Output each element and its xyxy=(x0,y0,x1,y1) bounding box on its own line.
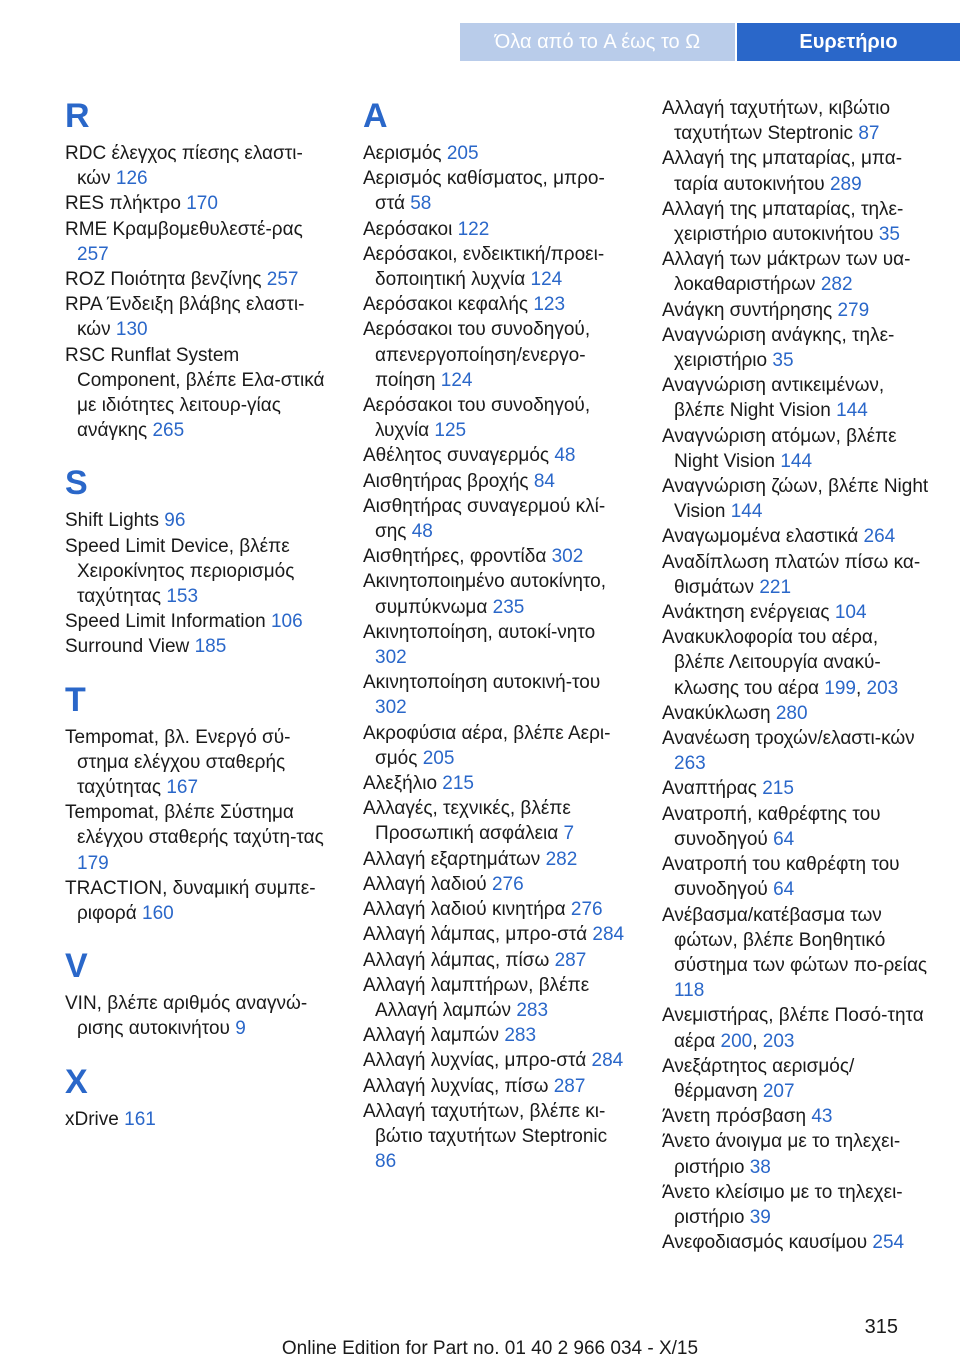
page-number: 315 xyxy=(864,1316,898,1338)
index-entry xyxy=(65,267,333,292)
page-link[interactable]: 104 xyxy=(834,602,867,624)
page-link[interactable]: 289 xyxy=(829,173,862,195)
index-entry-term: Αναγνώριση ατόμων, βλέπε Night Vision xyxy=(662,425,897,472)
index-entry xyxy=(662,1180,930,1230)
index-entry-term: Αναγνώριση ζώων, βλέπε Night Vision xyxy=(662,476,929,523)
page-link[interactable]: 122 xyxy=(457,218,490,240)
index-entry xyxy=(662,197,930,247)
index-tab[interactable]: Ευρετήριο xyxy=(737,23,960,61)
index-entry xyxy=(662,726,930,776)
index-entry xyxy=(363,393,631,443)
index-entry-term: Ανανέωση τροχών/ελαστι‐κών xyxy=(662,728,915,750)
page-link[interactable]: 203 xyxy=(762,1030,795,1052)
page-link[interactable]: 48 xyxy=(411,521,433,543)
index-entry-term: Ανακύκλωση xyxy=(662,702,771,724)
page-link[interactable]: 58 xyxy=(410,193,432,215)
index-entry xyxy=(65,991,333,1041)
page-link[interactable]: 39 xyxy=(749,1206,771,1228)
page-link[interactable]: 282 xyxy=(820,274,853,296)
index-entry-term: ROZ Ποιότητα βενζίνης xyxy=(65,269,262,291)
page-link[interactable]: 215 xyxy=(762,778,794,800)
index-entry xyxy=(662,625,930,701)
page-link[interactable]: 276 xyxy=(570,899,603,921)
index-entry-term: Αισθητήρας συναγερμού κλί‐σης xyxy=(363,495,606,543)
page-link[interactable]: 287 xyxy=(554,949,587,971)
index-entry xyxy=(662,146,930,196)
index-entry-term: Tempomat, βλέπε Σύστημα ελέγχου σταθερής ταχύτη‐τας xyxy=(65,802,324,849)
page-link[interactable]: 106 xyxy=(270,611,303,633)
index-entry-term: RES πλήκτρο xyxy=(65,193,181,215)
index-entry-term: Αλλαγή της μπαταρίας, τηλε‐χειριστήριο αυτοκινήτου xyxy=(662,198,904,246)
index-entry xyxy=(363,166,631,216)
index-entry xyxy=(65,609,333,634)
index-entry-list xyxy=(363,141,631,1174)
index-entry-term: Αερόσακοι xyxy=(363,218,453,240)
index-entry-term: Αλλαγή λυχνίας, μπρο‐στά xyxy=(363,1050,587,1072)
index-entry xyxy=(363,1023,631,1048)
page-header xyxy=(0,23,960,61)
page-link[interactable]: 283 xyxy=(516,999,549,1021)
index-entry-term: Άνετο άνοιγμα με το τηλεχει‐ριστήριο xyxy=(662,1131,901,1178)
page-link[interactable]: 179 xyxy=(77,852,109,874)
index-entry xyxy=(662,776,930,801)
index-entry-term: Αλλαγή της μπαταρίας, μπα‐ταρία αυτοκινήτου xyxy=(662,148,903,195)
index-entry xyxy=(363,544,631,569)
index-entry-term: VIN, βλέπε αριθμός αναγνώ‐ρισης αυτοκινήτου xyxy=(65,993,308,1040)
page-link[interactable]: 280 xyxy=(775,702,808,724)
index-entry-list xyxy=(65,725,333,927)
index-entry-term: Ακινητοποίηση αυτοκινή‐του xyxy=(363,672,601,694)
index-entry xyxy=(662,701,930,726)
index-entry xyxy=(662,247,930,297)
index-entry-term: Speed Limit Device, βλέπε Χειροκίνητος περιορισμός ταχύτητας xyxy=(65,535,295,608)
index-entry-term: Αλλαγές, τεχνικές, βλέπε Προσωπική ασφάλεια xyxy=(363,798,571,845)
index-entry xyxy=(662,1003,930,1053)
index-column-2 xyxy=(363,96,631,1174)
index-entry xyxy=(662,1054,930,1104)
page-link[interactable]: 38 xyxy=(749,1156,771,1178)
index-entry xyxy=(363,217,631,242)
page-link[interactable]: 276 xyxy=(491,873,524,895)
index-entry-term: Αλλαγή λάμπας, μπρο‐στά xyxy=(363,924,588,946)
page-link[interactable]: 263 xyxy=(674,753,706,775)
index-entry-term: Αναγωμομένα ελαστικά xyxy=(662,526,859,548)
index-entry xyxy=(662,1104,930,1129)
page-link[interactable]: 64 xyxy=(773,828,795,850)
index-letter-heading: T xyxy=(65,680,86,719)
index-entry xyxy=(363,569,631,619)
page-link[interactable]: 199 xyxy=(824,677,856,699)
index-entry-term: Άνετο κλείσιμο με το τηλεχει‐ριστήριο xyxy=(662,1181,903,1228)
index-entry xyxy=(363,242,631,292)
page-link[interactable]: 84 xyxy=(533,470,555,492)
index-entry-list xyxy=(65,141,333,443)
index-entry-term: Ακροφύσια αέρα, βλέπε Αερι‐σμός xyxy=(363,722,611,769)
page-link[interactable]: 35 xyxy=(772,350,794,372)
index-entry-term: RDC έλεγχος πίεσης ελαστι‐κών xyxy=(65,143,303,190)
index-entry-term: RME Κραμβομεθυλεστέ‐ρας xyxy=(65,218,303,240)
index-entry xyxy=(363,771,631,796)
index-entry xyxy=(65,1107,333,1132)
page-link[interactable]: 7 xyxy=(563,823,575,845)
index-entry xyxy=(65,141,333,191)
index-entry xyxy=(363,317,631,393)
page-link[interactable]: 48 xyxy=(554,445,576,467)
page-link[interactable]: 279 xyxy=(837,299,870,321)
index-entry xyxy=(65,292,333,342)
page-link[interactable]: 287 xyxy=(553,1075,586,1097)
page-link[interactable]: 144 xyxy=(780,450,813,472)
page-link[interactable]: 284 xyxy=(592,924,625,946)
index-entry xyxy=(662,474,930,524)
index-entry-term: Αναδίπλωση πλατών πίσω κα‐θισμάτων xyxy=(662,551,921,598)
index-entry-list xyxy=(65,991,333,1041)
page-link[interactable]: 265 xyxy=(152,420,185,442)
page-link[interactable]: 118 xyxy=(674,980,705,1002)
page-link[interactable]: 160 xyxy=(142,903,174,925)
page-link[interactable]: 123 xyxy=(533,294,566,316)
index-entry xyxy=(662,298,930,323)
page-separator: , xyxy=(752,1030,758,1052)
index-entry xyxy=(363,1048,631,1073)
index-entry-term: xDrive xyxy=(65,1108,119,1130)
index-entry-term: Αλλαγή λαδιού xyxy=(363,873,487,895)
page-link[interactable]: 43 xyxy=(811,1106,833,1128)
page-link[interactable]: 221 xyxy=(759,576,792,598)
index-entry-term: Αναγνώριση αντικειμένων, βλέπε Night Vision xyxy=(662,375,885,422)
index-entry xyxy=(363,1099,631,1175)
index-entry-term: Αθέλητος συναγερμός xyxy=(363,445,550,467)
index-entry xyxy=(363,494,631,544)
index-column-1 xyxy=(65,96,333,1132)
page-link[interactable]: 161 xyxy=(124,1108,156,1130)
section-title: Όλα από το A έως το Ω xyxy=(460,23,735,61)
index-entry xyxy=(662,802,930,852)
index-entry xyxy=(65,634,333,659)
index-entry-term: Ανάκτηση ενέργειας xyxy=(662,602,830,624)
index-entry-term: Άνετη πρόσβαση xyxy=(662,1106,807,1128)
page-link[interactable]: 257 xyxy=(77,243,109,265)
index-entry-term: TRACTION, δυναμική συμπε‐ριφορά xyxy=(65,877,316,925)
index-entry xyxy=(662,1129,930,1179)
index-letter-heading: X xyxy=(65,1062,88,1101)
index-entry xyxy=(363,620,631,670)
page-link[interactable]: 153 xyxy=(166,586,199,608)
index-entry xyxy=(363,897,631,922)
index-entry xyxy=(363,141,631,166)
index-entry xyxy=(363,973,631,1023)
index-entry xyxy=(363,847,631,872)
index-entry xyxy=(363,469,631,494)
index-entry-term: Ανατροπή του καθρέφτη του συνοδηγού xyxy=(662,854,900,901)
page-link[interactable]: 144 xyxy=(730,501,763,523)
index-entry-term: RPA Ένδειξη βλάβης ελαστι‐κών xyxy=(65,294,305,341)
index-entry xyxy=(363,1074,631,1099)
page-link[interactable]: 167 xyxy=(166,777,199,799)
index-entry xyxy=(363,948,631,973)
index-entry-term: Ανακυκλοφορία του αέρα, βλέπε Λειτουργία ανακύ‐κλωσης του αέρα xyxy=(662,627,881,699)
page-link[interactable]: 124 xyxy=(440,369,473,391)
index-entry xyxy=(65,725,333,801)
page-link[interactable]: 215 xyxy=(442,773,474,795)
index-entry xyxy=(662,424,930,474)
index-entry-term: Αλλαγή λαδιού κινητήρα xyxy=(363,899,566,921)
index-entry xyxy=(363,292,631,317)
index-entry-term: Αλλαγή εξαρτημάτων xyxy=(363,848,541,870)
page-link[interactable]: 9 xyxy=(235,1018,246,1040)
index-entry-term: Αλλαγή ταχυτήτων, βλέπε κι‐βώτιο ταχυτήτων Steptronic xyxy=(363,1100,608,1147)
index-entry xyxy=(662,96,930,146)
page-link[interactable]: 205 xyxy=(446,143,479,164)
index-entry xyxy=(65,876,333,926)
index-entry xyxy=(363,922,631,947)
index-entry-term: Αλλαγή λαμπών xyxy=(363,1025,500,1047)
index-entry-term: Αερόσακοι, ενδεικτική/προει‐δοποιητική λυχνία xyxy=(363,243,605,291)
page-link[interactable]: 185 xyxy=(194,636,227,658)
index-entry-term: Surround View xyxy=(65,636,190,658)
page-link[interactable]: 283 xyxy=(504,1025,537,1047)
index-entry-term: Αλλαγή των μάκτρων των υα‐λοκαθαριστήρων xyxy=(662,249,911,296)
index-entry-term: Αερισμός xyxy=(363,143,442,164)
index-entry xyxy=(662,903,930,1004)
page-link[interactable]: 126 xyxy=(115,168,148,190)
index-entry xyxy=(65,800,333,876)
page-link[interactable]: 144 xyxy=(836,400,868,422)
page-link[interactable]: 264 xyxy=(863,526,896,548)
index-letter-heading: R xyxy=(65,97,90,135)
page-link[interactable]: 254 xyxy=(872,1232,905,1254)
index-entry-term: Ανάγκη συντήρησης xyxy=(662,299,833,321)
page-link[interactable]: 302 xyxy=(375,647,407,669)
index-entry-term: Ανατροπή, καθρέφτης του συνοδηγού xyxy=(662,803,881,850)
index-entry-term: Αερισμός καθίσματος, μπρο‐στά xyxy=(363,168,605,215)
index-entry-term: Speed Limit Information xyxy=(65,611,266,633)
index-entry xyxy=(363,721,631,771)
index-entry-list xyxy=(65,1107,333,1132)
page-link[interactable]: 282 xyxy=(545,848,578,870)
index-entry-term: Αναγνώριση ανάγκης, τηλε‐χειριστήριο xyxy=(662,324,895,372)
index-letter-heading: V xyxy=(65,947,88,986)
index-entry-list xyxy=(662,96,930,1255)
index-entry xyxy=(662,550,930,600)
page-link[interactable]: 64 xyxy=(773,879,795,901)
edition-note: Online Edition for Part no. 01 40 2 966 034 - X/15 xyxy=(281,1338,699,1359)
index-entry xyxy=(65,217,333,267)
index-entry xyxy=(363,872,631,897)
index-entry-term: Ανεξάρτητος αερισμός/θέρμανση xyxy=(662,1055,855,1102)
page-link[interactable]: 203 xyxy=(866,677,899,699)
index-entry-term: RSC Runflat System Component, βλέπε Ελα‐στικά με ιδιότητες λειτουρ‐γίας ανάγκης xyxy=(65,344,325,442)
index-entry-term: Αερόσακοι του συνοδηγού, απενεργοποίηση/ενεργο‐ποίηση xyxy=(363,319,591,391)
index-entry-term: Ακινητοποιημένο αυτοκίνητο, συμπύκνωμα xyxy=(363,571,607,618)
index-entry xyxy=(65,534,333,610)
page-separator: , xyxy=(855,677,862,699)
index-entry xyxy=(65,508,333,533)
index-entry-term: Αλλαγή λυχνίας, πίσω xyxy=(363,1075,549,1097)
index-entry-term: Αλλαγή ταχυτήτων, κιβώτιο ταχυτήτων Steptronic xyxy=(662,98,891,145)
index-entry-list xyxy=(65,508,333,659)
index-entry-term: Ανέβασμα/κατέβασμα των φώτων, βλέπε Βοηθητικό σύστημα των φώτων πο‐ρείας xyxy=(662,904,928,976)
index-entry-term: Αερόσακοι του συνοδηγού, λυχνία xyxy=(363,395,591,442)
index-entry-term: Αερόσακοι κεφαλής xyxy=(363,294,529,316)
page-link[interactable]: 207 xyxy=(762,1080,795,1102)
index-entry xyxy=(363,670,631,720)
page-link[interactable]: 302 xyxy=(551,546,584,568)
index-entry xyxy=(662,852,930,902)
index-entry-term: Ανεφοδιασμός καυσίμου xyxy=(662,1232,868,1254)
index-entry xyxy=(65,191,333,216)
page-link[interactable]: 86 xyxy=(375,1151,397,1173)
page-link[interactable]: 125 xyxy=(434,420,467,442)
page-link[interactable]: 124 xyxy=(530,269,563,291)
index-entry-term: Ανεμιστήρας, βλέπε Ποσό‐τητα αέρα xyxy=(662,1005,924,1052)
index-entry xyxy=(363,443,631,468)
page-link[interactable]: 302 xyxy=(375,697,407,719)
page-link[interactable]: 205 xyxy=(422,747,455,769)
index-entry-term: Αλλαγή λαμπτήρων, βλέπε Αλλαγή λαμπών xyxy=(363,974,590,1021)
page-link[interactable]: 170 xyxy=(186,193,218,215)
index-entry xyxy=(662,1230,930,1255)
index-entry xyxy=(662,323,930,373)
page-link[interactable]: 35 xyxy=(878,224,900,246)
page-link[interactable]: 257 xyxy=(266,269,299,291)
index-entry-term: Αισθητήρες, φροντίδα xyxy=(363,546,547,568)
index-entry xyxy=(662,600,930,625)
page-link[interactable]: 96 xyxy=(164,510,186,532)
index-entry-term: Ακινητοποίηση, αυτοκί‐νητο xyxy=(363,621,596,643)
index-letter-heading: S xyxy=(65,464,88,503)
index-column-3 xyxy=(662,96,930,1255)
page-link[interactable]: 130 xyxy=(115,319,148,341)
index-entry-term: Αναπτήρας xyxy=(662,778,757,800)
index-entry-term: Αλεξήλιο xyxy=(363,773,438,795)
index-entry-term: Tempomat, βλ. Ενεργό σύ‐στημα ελέγχου σταθερής ταχύτητας xyxy=(65,726,291,799)
page-link[interactable]: 87 xyxy=(858,123,880,145)
page-footer xyxy=(0,1316,960,1362)
index-letter-heading: A xyxy=(363,97,388,135)
index-entry xyxy=(662,524,930,549)
page-link[interactable]: 284 xyxy=(591,1050,624,1072)
index-entry-term: Αισθητήρας βροχής xyxy=(363,470,529,492)
index-entry xyxy=(662,373,930,423)
page-link[interactable]: 200 xyxy=(720,1030,753,1052)
index-entry xyxy=(363,796,631,846)
page-link[interactable]: 235 xyxy=(492,596,525,618)
index-entry xyxy=(65,343,333,444)
index-entry-term: Shift Lights xyxy=(65,510,159,532)
index-entry-term: Αλλαγή λάμπας, πίσω xyxy=(363,949,550,971)
